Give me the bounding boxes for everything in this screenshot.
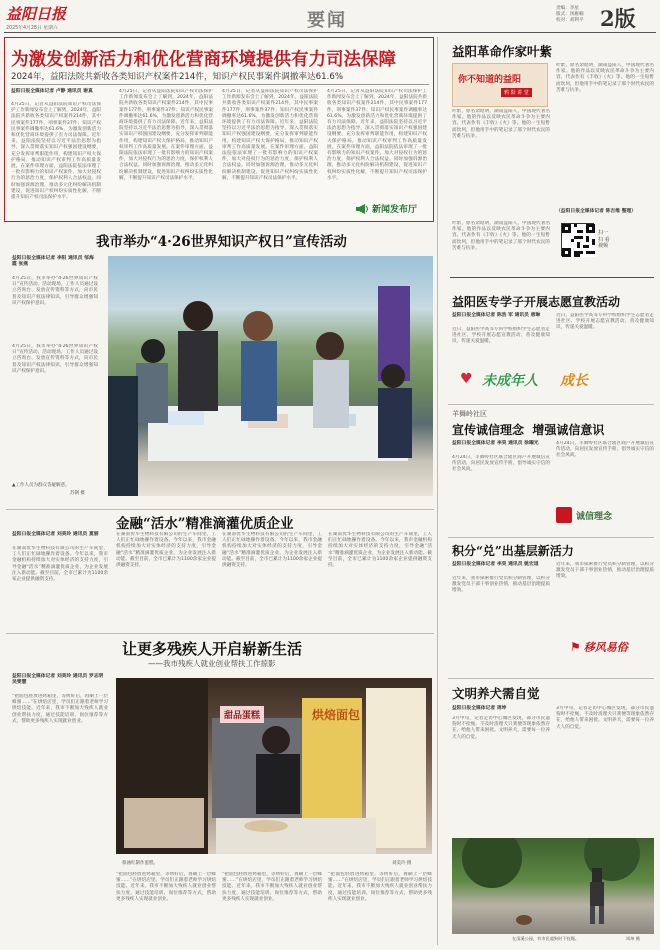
shop-sign: 甜品蛋糕 [220,706,264,723]
finance-body: 在湖南优华生物科技有限公司的生产车间里，工人们正忙碌地操作着设备。今年以来，我市金融机构持续加大对实体经济的支持力度，引导金融“活水”精准滴灌优质企业，为企业发展注入新动能。截至目前，全市已累计为1100余家企业提供融资支持。 [328,532,432,569]
lead-body: 4月25日，记者从益阳法院知识产权司法保护工作新闻发布会上了解到，2024年，益阳法院共新收各类知识产权案件214件，其中民事案件177件，刑事案件37件；知识产权民事案件调撤率达61.6%，为激发创新活力和优化营商环境提供了有力司法保障。近年来，益阳法院坚持以习近平法治思想为指导，深入贯彻落实知识产权强国建设纲要，充分发挥审判职能作用，构建知识产权大保护格局，推动知识产权审判工作高质量发展。在案件审理方面，益阳法院依法审理了一批有影响力的知识产权案件，加大对侵权行为的惩治力度，保护权利人合法权益。同时加强诉源治理，推动多元化纠纷解决机制建设，促进知识产权纠纷实质性化解，不断提升知识产权司法保护水平。 [222,89,318,181]
lead-body: 4月25日，记者从益阳法院知识产权司法保护工作新闻发布会上了解到，2024年，益阳法院共新收各类知识产权案件214件，其中民事案件177件，刑事案件37件；知识产权民事案件调撤率达61.6%，为激发创新活力和优化营商环境提供了有力司法保障。近年来，益阳法院坚持以习近平法治思想为指导，深入贯彻落实知识产权强国建设纲要，充分发挥审判职能作用，构建知识产权大保护格局，推动知识产权审判工作高质量发展。在案件审理方面，益阳法院依法审理了一批有影响力的知识产权案件，加大对侵权行为的惩治力度，保护权利人合法权益。同时加强诉源治理，推动多元化纠纷解决机制建设，促进知识产权纠纷实质性化解，不断提升知识产权司法保护水平。 [11,102,101,201]
medical-byline: 益阳日报全媒体记者 陈浩 军 通讯员 唐琳 [452,313,541,318]
finance-body: 在湖南优华生物科技有限公司的生产车间里，工人们正忙碌地操作着设备。今年以来，我市金融机构持续加大对实体经济的支持力度，引导金融“活水”精准滴灌优质企业，为企业发展注入新动能。截至目前，全市已累计为1100余家企业提供融资支持。 [12,546,108,583]
finance-article [4,510,434,630]
finance-body: 在湖南优华生物科技有限公司的生产车间里，工人们正忙碌地操作着设备。今年以来，我市金融机构持续加大对实体经济的支持力度，引导金融“活水”精准滴灌优质企业，为企业发展注入新动能。截至目前，全市已累计为1100余家企业提供融资支持。 [222,532,322,569]
qr-code-icon [562,224,595,257]
points-body: 近年来，我市探索推行党员积分制管理，以积分激发党员干部干事创业热情，推动基层治理提质增效。 [556,562,654,580]
bakery-photo-caption: 蔡涵红制作蛋糕。 [122,861,158,866]
disabled-subhead: ——我市残疾人就业创业帮扶工作掠影 [148,659,276,668]
event-photo-credit: 苏钢 摄 [70,491,85,496]
flag-icon: ⚑ [570,640,581,654]
event-photo [108,256,433,496]
lead-subhead: 2024年，益阳法院共新收各类知识产权案件214件，知识产权民事案件调撤率达61.6% [11,72,343,82]
dog-photo-credit: 周坤 摄 [626,936,640,941]
news-release-stamp [355,202,417,215]
event-photo-caption: ▲工作人员为群众答疑解惑。 [12,483,70,488]
dog-article [440,680,656,946]
section-separator [448,678,654,679]
points-byline: 益阳日报全媒体记者 李昊 通讯员 姚宏道 [452,562,539,567]
integrity-logo [556,504,654,526]
points-article [440,538,656,666]
integrity-body: 4月24日，羊舞岭社区联合辖区商户开展诚信宣传活动，向居民发放宣传手册，倡导诚实守信的社会风尚。 [452,455,550,473]
bakery-photo [116,678,432,854]
integrity-kicker: 羊舞岭社区 [452,410,487,418]
disabled-headline: 让更多残疾人开启崭新生活 [122,640,303,658]
dog-body: 3月中旬，记者走访中心城区发现，部分市民遛狗时不拴绳、不及时清理犬只粪便等现象依然存在，给他人带来困扰。文明养犬，需要每一位养犬人的自觉。 [452,716,550,740]
lead-story-box [4,37,434,222]
event-426-article [4,226,434,508]
writers-body: 叶紫，原名余昭明，湖南益阳人，中国现代著名作家。他的作品以反映农民革命斗争为主要内容，代表作有《丰收》《火》等。他的一生短暂而坎坷，但他用手中的笔记录了那个时代农民的苦难与抗争。 [452,109,550,139]
banner-title: 你不知道的益阳 [458,75,522,85]
lead-byline: 益阳日报全媒体记者 卢静 通讯员 谢真 [11,89,93,94]
masthead-divider [4,32,656,33]
ynjt-banner [452,63,548,107]
bakery-photo-credit: 刘美玲 摄 [392,861,412,866]
integrity-byline: 益阳日报全媒体记者 李昊 通讯员 徐曜光 [452,441,539,446]
dog-byline: 益阳日报全媒体记者 周坤 [452,706,507,711]
banner-subtitle: 鸦 阳 讲 堂 [501,88,532,97]
news-release-label: 新闻发布厅 [372,205,418,215]
writers-title: 益阳革命作家叶紫 [452,44,553,59]
page-number: 2版 [600,6,636,31]
writers-body: 叶紫，原名余昭明，湖南益阳人，中国现代著名作家。他的作品以反映农民革命斗争为主要内容，代表作有《丰收》《火》等。他的一生短暂而坎坷，但他用手中的笔记录了那个时代农民的苦难与抗争。 [452,221,550,251]
editor-line: 版式：汤雁楠 [556,12,584,18]
section-separator [448,404,654,405]
dog-headline: 文明养犬需自觉 [452,686,540,701]
editor-line: 责编：李星 [556,6,579,11]
event-body: 4月25日，我市举办“4·26世界知识产权日”宣传活动。活动现场，工作人员通过设立咨询台、发放宣传资料等方式，向市民普及知识产权法律知识，引导群众增强知识产权保护意识。 [12,276,98,306]
editor-line: 校对：刘利平 [556,18,584,24]
event-photo-scene [108,256,433,496]
paper-logo: 益阳日报 [6,5,67,23]
customs-logo [570,636,654,658]
date-line: 2025年4月28日 星期六 [6,26,58,31]
masthead [0,0,660,34]
disabled-body: “把面包胚放进烤箱里，等烤好后，再刷上一层蜂蜜……”在烘焙店里，学员们正跟着老师学习烘焙技能。近年来，我市不断加大残疾人就业创业帮扶力度，通过技能培训、岗位推荐等方式，帮助更多残疾人实现就业创业。 [116,872,216,902]
lead-headline: 为激发创新活力和优化营商环境提供有力司法保障 [11,50,396,70]
bakery-photo-scene [116,678,432,854]
dog-body: 3月中旬，记者走访中心城区发现，部分市民遛狗时不拴绳、不及时清理犬只粪便等现象依然存在，给他人带来困扰。文明养犬，需要每一位养犬人的自觉。 [556,706,654,730]
qr-code[interactable] [561,223,594,256]
dog-photo [452,838,654,934]
points-headline: 积分“兑”出基层新活力 [452,544,574,558]
event-byline: 益阳日报全媒体记者 李阳 通讯员 邹海霞 张燕 [12,256,94,268]
section-separator [448,537,654,538]
bakery-banner: 烘焙面包 [311,708,360,722]
medical-body: 近日，益阳医学高等专科学校组织学生志愿者走进社区、学校开展志愿宣教活动，普及健康知识，传递关爱温暖。 [556,313,654,331]
sidebar-separator [437,37,438,945]
finance-headline: 金融“活水”精准滴灌优质企业 [116,516,294,532]
writers-body: 叶紫，原名余昭明，湖南益阳人，中国现代著名作家。他的作品以反映农民革命斗争为主要内容，代表作有《丰收》《火》等。他的一生短暂而坎坷，但他用手中的笔记录了那个时代农民的苦难与抗争。 [556,63,654,93]
medical-body: 近日，益阳医学高等专科学校组织学生志愿者走进社区、学校开展志愿宣教活动，普及健康知识，传递关爱温暖。 [452,327,550,345]
qr-caption: 扫一扫 看视频 [598,230,610,249]
megaphone-icon [355,203,369,215]
integrity-seal-icon [556,507,572,523]
section-name: 要闻 [307,10,347,31]
dog-photo-caption: 在清溪公园，有市民遛狗时不拴绳。 [512,936,580,941]
medical-title: 益阳医专学子开展志愿宣教活动 [452,295,621,309]
disabled-body: “把面包胚放进烤箱里，等烤好后，再刷上一层蜂蜜……”在烘焙店里，学员们正跟着老师学习烘焙技能。近年来，我市不断加大残疾人就业创业帮扶力度，通过技能培训、岗位推荐等方式，帮助更多残疾人实现就业创业。 [222,872,322,902]
integrity-body: 4月24日，羊舞岭社区联合辖区商户开展诚信宣传活动，向居民发放宣传手册，倡导诚实守信的社会风尚。 [556,441,654,459]
disabled-byline: 益阳日报全媒体记者 刘美玲 通讯员 罗志明 吴雯慧 [12,674,104,686]
finance-byline: 益阳日报全媒体记者 刘美玲 通讯员 夏丽 [12,532,99,537]
disabled-article [4,634,434,946]
disabled-body: “把面包胚放进烤箱里，等烤好后，再刷上一层蜂蜜……”在烘焙店里，学员们正跟着老师学习烘焙技能。近年来，我市不断加大残疾人就业创业帮扶力度，通过技能培训、岗位推荐等方式，帮助更多残疾人实现就业创业。 [12,694,108,724]
minors-growth-logo [460,365,640,399]
heart-icon: ♥ [460,371,473,387]
customs-logo-text: 移风易俗 [583,641,628,654]
points-body: 近年来，我市探索推行党员积分制管理，以积分激发党员干部干事创业热情，推动基层治理提质增效。 [452,576,550,594]
lead-body: 4月25日，记者从益阳法院知识产权司法保护工作新闻发布会上了解到，2024年，益阳法院共新收各类知识产权案件214件，其中民事案件177件，刑事案件37件；知识产权民事案件调撤率达61.6%，为激发创新活力和优化营商环境提供了有力司法保障。近年来，益阳法院坚持以习近平法治思想为指导，深入贯彻落实知识产权强国建设纲要，充分发挥审判职能作用，构建知识产权大保护格局，推动知识产权审判工作高质量发展。在案件审理方面，益阳法院依法审理了一批有影响力的知识产权案件，加大对侵权行为的惩治力度，保护权利人合法权益。同时加强诉源治理，推动多元化纠纷解决机制建设，促进知识产权纠纷实质性化解，不断提升知识产权司法保护水平。 [327,89,427,181]
sidebar-divider [450,277,654,278]
integrity-article [440,406,656,536]
dog-photo-scene [452,838,654,934]
qr-credit: （益阳日报全媒体记者 陈吉维 整理） [556,209,637,214]
minors-label: 未成年人 [482,373,538,389]
lead-divider [11,84,429,85]
event-headline: 我市举办“4·26世界知识产权日”宣传活动 [96,234,347,250]
lead-body: 4月25日，记者从益阳法院知识产权司法保护工作新闻发布会上了解到，2024年，益阳法院共新收各类知识产权案件214件，其中民事案件177件，刑事案件37件；知识产权民事案件调撤率达61.6%，为激发创新活力和优化营商环境提供了有力司法保障。近年来，益阳法院坚持以习近平法治思想为指导，深入贯彻落实知识产权强国建设纲要，充分发挥审判职能作用，构建知识产权大保护格局，推动知识产权审判工作高质量发展。在案件审理方面，益阳法院依法审理了一批有影响力的知识产权案件，加大对侵权行为的惩治力度，保护权利人合法权益。同时加强诉源治理，推动多元化纠纷解决机制建设，促进知识产权纠纷实质性化解，不断提升知识产权司法保护水平。 [119,89,213,181]
growth-label: 成长 [560,373,588,389]
editor-info [556,6,584,25]
integrity-logo-text: 诚信理念 [576,511,613,522]
finance-body: 在湖南优华生物科技有限公司的生产车间里，工人们正忙碌地操作着设备。今年以来，我市金融机构持续加大对实体经济的支持力度，引导金融“活水”精准滴灌优质企业，为企业发展注入新动能。截至目前，全市已累计为1100余家企业提供融资支持。 [116,532,216,569]
section-separator [6,509,434,510]
integrity-headline: 宣传诚信理念 增强诚信意识 [452,423,605,437]
disabled-body: “把面包胚放进烤箱里，等烤好后，再刷上一层蜂蜜……”在烘焙店里，学员们正跟着老师学习烘焙技能。近年来，我市不断加大残疾人就业创业帮扶力度，通过技能培训、岗位推荐等方式，帮助更多残疾人实现就业创业。 [328,872,432,902]
section-separator [6,633,434,634]
event-body: 4月25日，我市举办“4·26世界知识产权日”宣传活动。活动现场，工作人员通过设立咨询台、发放宣传资料等方式，向市民普及知识产权法律知识，引导群众增强知识产权保护意识。 [12,344,98,374]
